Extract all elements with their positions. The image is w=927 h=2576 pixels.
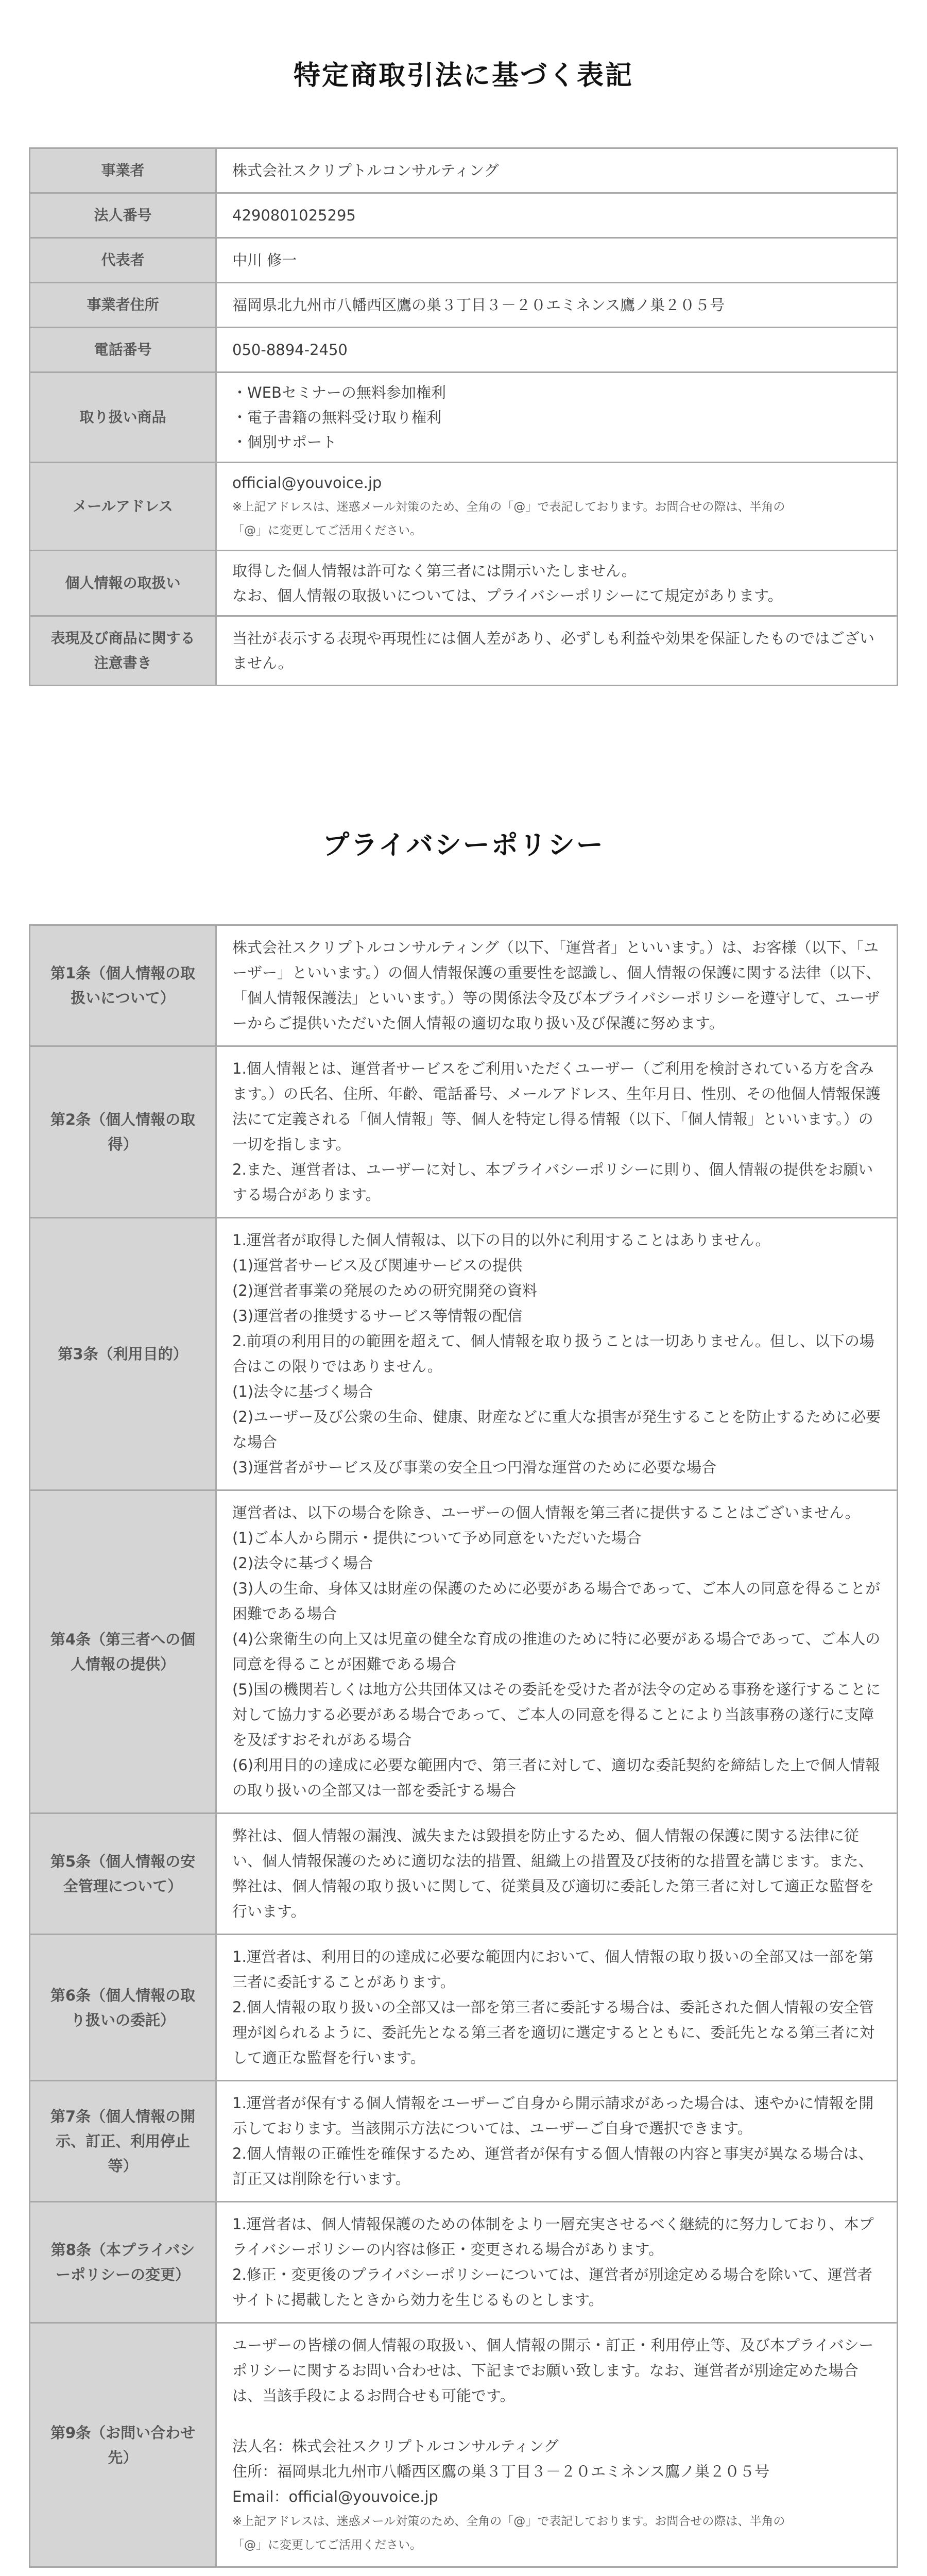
privacy-row-label: 第9条（お問い合わせ先） [30, 2323, 216, 2567]
privacy-row-value-text: 運営者は、以下の場合を除き、ユーザーの個人情報を第三者に提供することはございません。 (1)ご本人から開示・提供について予め同意をいただいた場合 (2)法令に基づく場合 (3)人の生命、身体又は財産の保護のために必要がある場合であって、ご本人の同意を得ることが困難である場合 (4)公衆衛生の向上又は児童の健全な育成の推進のために特に必要がある場合であって、ご本人の同意を得ることが困難である場合 (5)国の機関若しくは地方公共団体又はその委託を受けた者が法令の定める事務を遂行することに対して協力する必要がある場合であって、ご本人の同意を得ることにより当該事務の遂行に支障を及ぼすおそれがある場合 (6)利用目的の達成に必要な範囲内で、第三者に対して、適切な委託契約を締結した上で個人情報の取り扱いの全部又は一部を委託する場合 [232, 1504, 881, 1799]
disclosure-row-value [216, 283, 898, 328]
disclosure-row-label: 個人情報の取扱い [30, 551, 216, 616]
disclosure-row-value-text: 取得した個人情報は許可なく第三者には開示いたしません。 なお、個人情報の取扱いについては、プライバシーポリシーにて規定があります。 [232, 562, 783, 604]
disclosure-row-value-text: 株式会社スクリプトルコンサルティング [232, 162, 499, 179]
privacy-row-value [216, 2081, 898, 2202]
privacy-row-label: 第3条（利用目的） [30, 1218, 216, 1490]
privacy-row-value-text: 1.運営者は、個人情報保護のための体制をより一層充実させるべく継続的に努力しており、本プライバシーポリシーの内容は修正・変更される場合があります。 2.修正・変更後のプライバシーポリシーについては、運営者が別途定める場合を除いて、運営者サイトに掲載したときから効力を生じるものとします。 [232, 2215, 874, 2309]
disclosure-row-value-text: 050-8894-2450 [232, 341, 348, 359]
privacy-row-label: 第7条（個人情報の開示、訂正、利用停止等） [30, 2081, 216, 2202]
disclosure-row-label: 代表者 [30, 238, 216, 283]
privacy-row [30, 1218, 898, 1490]
privacy-row-value [216, 1218, 898, 1490]
privacy-row-value-text: 1.個人情報とは、運営者サービスをご利用いただくユーザー（ご利用を検討されている方を含みます。）の氏名、住所、年齢、電話番号、メールアドレス、生年月日、性別、その他個人情報保護法にて定義される「個人情報」等、個人を特定し得る情報（以下、「個人情報」といいます。）の一切を指します。 2.また、運営者は、ユーザーに対し、本プライバシーポリシーに則り、個人情報の提供をお願いする場合があります。 [232, 1060, 881, 1204]
disclosure-row-value-text: official@youvoice.jp [232, 474, 382, 492]
privacy-row-value-text: 1.運営者が取得した個人情報は、以下の目的以外に利用することはありません。 (1)運営者サービス及び関連サービスの提供 (2)運営者事業の発展のための研究開発の資料 (3)運営者の推奨するサービス等情報の配信 2.前項の利用目的の範囲を超えて、個人情報を取り扱うことは一切ありません。但し、以下の場合はこの限りではありません。 (1)法令に基づく場合 (2)ユーザー及び公衆の生命、健康、財産などに重大な損害が発生することを防止するために必要な場合 (3)運営者がサービス及び事業の安全且つ円滑な運営のために必要な場合 [232, 1231, 881, 1476]
privacy-table [29, 924, 898, 2568]
disclosure-row-value [216, 328, 898, 372]
disclosure-row-value-text: 福岡県北九州市八幡西区鷹の巣３丁目３－２０エミネンス鷹ノ巣２０５号 [232, 296, 725, 314]
disclosure-row-label: メールアドレス [30, 463, 216, 551]
disclosure-row-value-text: 中川 修一 [232, 251, 297, 269]
privacy-row-note: ※上記アドレスは、迷惑メール対策のため、全角の「@」で表記しております。お問合せの際は、半角の 「@」に変更してご活用ください。 [232, 2515, 785, 2552]
disclosure-table [29, 147, 898, 686]
privacy-row-value-text: 1.運営者は、利用目的の達成に必要な範囲内において、個人情報の取り扱いの全部又は一部を第三者に委託することがあります。 2.個人情報の取り扱いの全部又は一部を第三者に委託する場合は、委託された個人情報の安全管理が図られるように、委託先となる第三者を適切に選定するとともに、委託先となる第三者に対して適正な監督を行います。 [232, 1948, 875, 2066]
privacy-row-value-text: 弊社は、個人情報の漏洩、滅失または毀損を防止するため、個人情報の保護に関する法律に従い、個人情報保護のために適切な法的措置、組織上の措置及び技術的な措置を講じます。また、弊社は、個人情報の取り扱いに関して、従業員及び適切に委託した第三者に対して適正な監督を行います。 [232, 1827, 874, 1920]
disclosure-row [30, 148, 898, 193]
disclosure-row-value [216, 372, 898, 463]
disclosure-row-label: 事業者 [30, 148, 216, 193]
disclosure-row-note: ※上記アドレスは、迷惑メール対策のため、全角の「@」で表記しております。お問合せの際は、半角の 「@」に変更してご活用ください。 [232, 500, 785, 537]
disclosure-row [30, 551, 898, 616]
privacy-row-label: 第4条（第三者への個人情報の提供） [30, 1490, 216, 1814]
disclosure-row [30, 372, 898, 463]
disclosure-row [30, 463, 898, 551]
disclosure-row [30, 283, 898, 328]
privacy-row [30, 2081, 898, 2202]
privacy-row [30, 2202, 898, 2323]
disclosure-row [30, 193, 898, 238]
privacy-row-label: 第1条（個人情報の取扱いについて） [30, 925, 216, 1046]
privacy-row-value [216, 1490, 898, 1814]
disclosure-row-label: 法人番号 [30, 193, 216, 238]
privacy-row-label: 第6条（個人情報の取り扱いの委託） [30, 1935, 216, 2081]
privacy-row-value [216, 1935, 898, 2081]
privacy-row-value-text: 株式会社スクリプトルコンサルティング（以下、「運営者」といいます。）は、お客様（以下、「ユーザー」といいます。）の個人情報保護の重要性を認識し、個人情報の保護に関する法律（以下、「個人情報保護法」といいます。）等の関係法令及び本プライバシーポリシーを遵守して、ユーザーからご提供いただいた個人情報の適切な取り扱い及び保護に努めます。 [232, 939, 881, 1032]
privacy-row [30, 1046, 898, 1218]
disclosure-row-value [216, 616, 898, 686]
disclosure-row-value [216, 193, 898, 238]
disclosure-row-value [216, 148, 898, 193]
privacy-row-value [216, 2202, 898, 2323]
disclosure-row [30, 328, 898, 372]
privacy-row-value [216, 925, 898, 1046]
disclosure-row-value-text: 当社が表示する表現や再現性には個人差があり、必ずしも利益や効果を保証したものではございません。 [232, 630, 875, 672]
disclosure-row-value-text: ・WEBセミナーの無料参加権利 ・電子書籍の無料受け取り権利 ・個別サポート [232, 384, 446, 451]
privacy-row [30, 1814, 898, 1935]
privacy-row-label: 第2条（個人情報の取得） [30, 1046, 216, 1218]
privacy-row-value [216, 1046, 898, 1218]
disclosure-row [30, 616, 898, 686]
privacy-row [30, 1490, 898, 1814]
disclosure-row-label: 事業者住所 [30, 283, 216, 328]
disclosure-row-value [216, 551, 898, 616]
privacy-row [30, 925, 898, 1046]
disclosure-title: 特定商取引法に基づく表記 [293, 60, 633, 91]
disclosure-row [30, 238, 898, 283]
privacy-row-value [216, 1814, 898, 1935]
privacy-title: プライバシーポリシー [322, 830, 605, 861]
privacy-row-label: 第8条（本プライバシーポリシーの変更） [30, 2202, 216, 2323]
disclosure-row-label: 表現及び商品に関する注意書き [30, 616, 216, 686]
privacy-row [30, 2323, 898, 2567]
disclosure-row-value [216, 463, 898, 551]
privacy-row-value [216, 2323, 898, 2567]
privacy-row-value-text: ユーザーの皆様の個人情報の取扱い、個人情報の開示・訂正・利用停止等、及び本プライバシーポリシーに関するお問い合わせは、下記までお願い致します。なお、運営者が別途定めた場合は、当該手段によるお問合せも可能です。 法人名：株式会社スクリプトルコンサルティング 住所：福岡県北九州市八幡西区鷹の巣３丁目３－２０エミネンス鷹ノ巣２０５号 Email：official@youvoice.jp [232, 2336, 874, 2505]
disclosure-row-value [216, 238, 898, 283]
disclosure-row-value-text: 4290801025295 [232, 207, 356, 224]
disclosure-row-label: 取り扱い商品 [30, 372, 216, 463]
disclosure-row-label: 電話番号 [30, 328, 216, 372]
privacy-row [30, 1935, 898, 2081]
privacy-row-value-text: 1.運営者が保有する個人情報をユーザーご自身から開示請求があった場合は、速やかに情報を開示しております。当該開示方法については、ユーザーご自身で選択できます。 2.個人情報の正確性を確保するため、運営者が保有する個人情報の内容と事実が異なる場合は、訂正又は削除を行います。 [232, 2094, 874, 2188]
privacy-row-label: 第5条（個人情報の安全管理について） [30, 1814, 216, 1935]
